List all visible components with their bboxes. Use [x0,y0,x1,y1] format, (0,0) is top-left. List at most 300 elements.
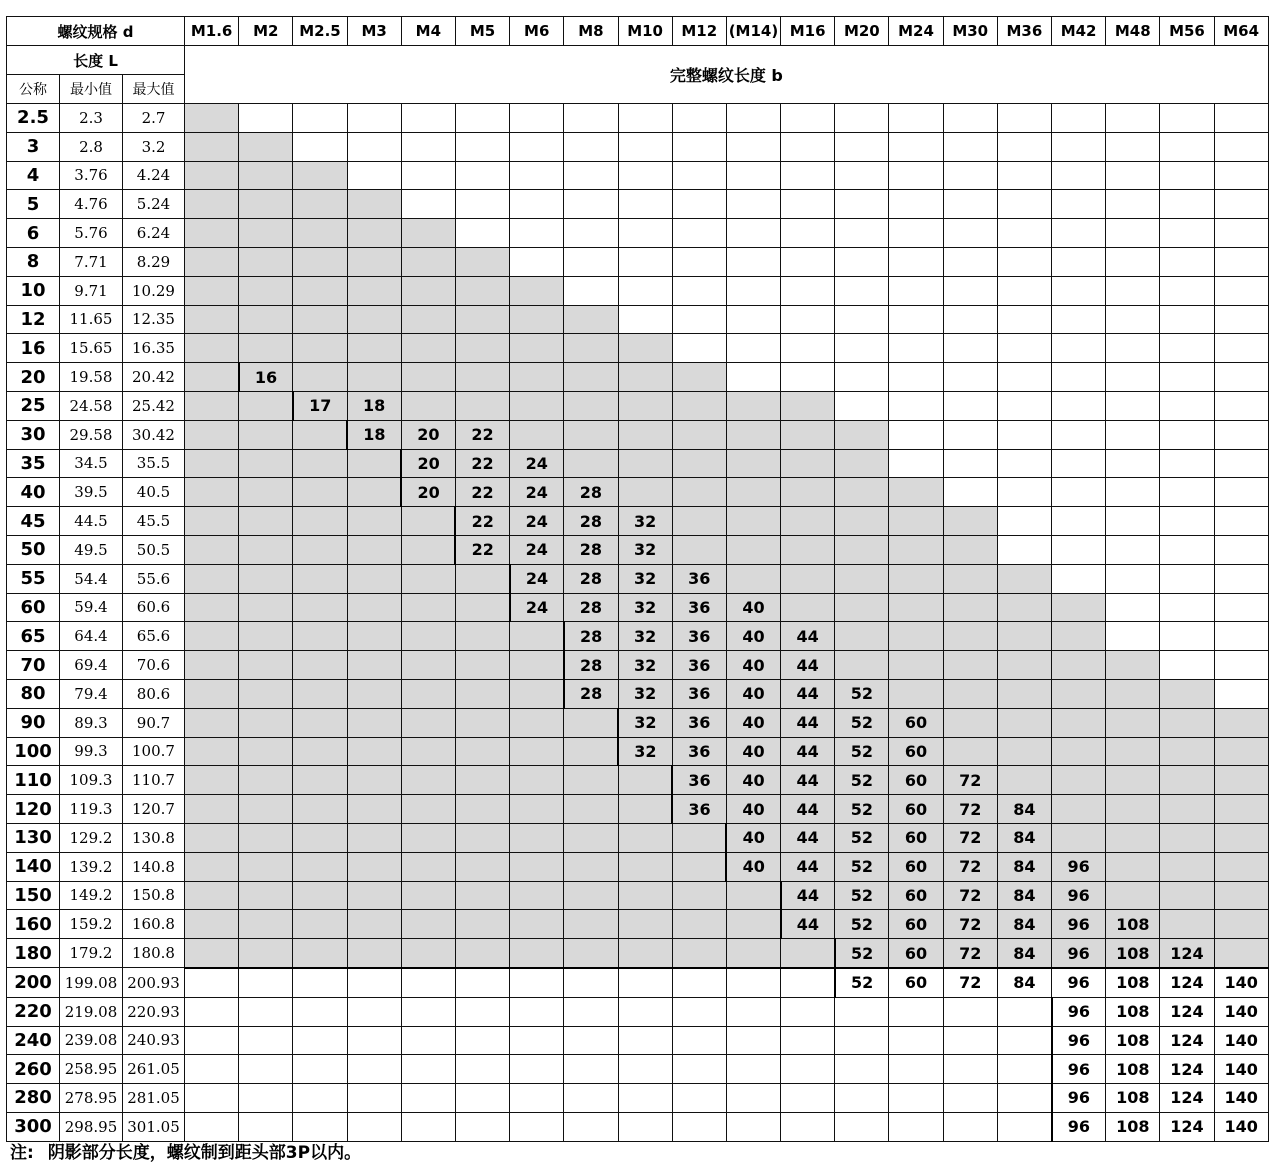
thread-length-cell [347,104,401,133]
length-max: 220.93 [123,997,185,1026]
thread-length-cell [239,997,293,1026]
length-min: 19.58 [60,363,123,392]
length-nominal: 2.5 [7,104,60,133]
thread-length-value: 84 [997,939,1051,968]
size-header: M48 [1106,17,1160,46]
thread-length-cell [185,535,239,564]
thread-length-cell [1106,737,1160,766]
thread-length-cell [455,852,509,881]
thread-length-cell [239,132,293,161]
thread-length-cell [510,737,564,766]
thread-length-cell [239,939,293,968]
length-nominal: 20 [7,363,60,392]
thread-length-cell [781,219,835,248]
thread-length-value: 52 [835,968,889,997]
thread-length-cell [564,420,618,449]
thread-length-value: 124 [1160,939,1214,968]
thread-length-cell [672,161,726,190]
thread-length-cell [1052,276,1106,305]
thread-length-cell [455,161,509,190]
thread-length-cell [510,219,564,248]
thread-length-cell [1106,420,1160,449]
thread-length-value: 20 [401,449,455,478]
thread-length-value: 40 [726,651,780,680]
thread-length-cell [889,593,943,622]
thread-length-cell [618,1055,672,1084]
thread-length-cell [726,507,780,536]
thread-length-cell [1160,161,1214,190]
thread-length-cell [672,104,726,133]
thread-length-cell [455,1026,509,1055]
length-max: 110.7 [123,766,185,795]
thread-length-cell [781,997,835,1026]
thread-length-cell [185,478,239,507]
thread-length-cell [618,881,672,910]
length-min: 49.5 [60,535,123,564]
thread-length-cell [239,593,293,622]
thread-length-cell [1106,852,1160,881]
thread-length-cell [239,881,293,910]
thread-length-cell [726,132,780,161]
thread-length-value: 32 [618,737,672,766]
thread-length-cell [564,766,618,795]
thread-length-cell [455,247,509,276]
thread-length-cell [1160,766,1214,795]
thread-length-cell [889,622,943,651]
thread-length-cell [997,1084,1051,1113]
thread-length-value: 72 [943,881,997,910]
thread-length-value: 60 [889,968,943,997]
thread-length-cell [997,449,1051,478]
table-row [7,104,1269,133]
thread-length-cell [1214,593,1268,622]
thread-length-value: 24 [510,478,564,507]
thread-length-cell [889,651,943,680]
length-min: 219.08 [60,997,123,1026]
thread-length-cell [943,132,997,161]
thread-length-cell [618,766,672,795]
thread-length-cell [401,507,455,536]
thread-length-value: 140 [1214,1055,1268,1084]
table-row [7,132,1269,161]
thread-length-cell [185,622,239,651]
length-nominal: 240 [7,1026,60,1055]
thread-length-cell [1214,161,1268,190]
thread-length-cell [347,823,401,852]
thread-length-cell [293,968,347,997]
thread-length-cell [564,1084,618,1113]
thread-length-value: 52 [835,852,889,881]
thread-length-value: 140 [1214,1026,1268,1055]
thread-length-cell [293,564,347,593]
thread-length-value: 124 [1160,1026,1214,1055]
table-row [7,564,1269,593]
size-header: M20 [835,17,889,46]
thread-length-value: 36 [672,622,726,651]
thread-length-cell [185,161,239,190]
size-header: M1.6 [185,17,239,46]
thread-length-cell [347,852,401,881]
thread-length-cell [726,997,780,1026]
thread-length-cell [347,363,401,392]
thread-length-cell [510,132,564,161]
thread-length-cell [510,104,564,133]
thread-length-value: 20 [401,478,455,507]
length-min: 7.71 [60,247,123,276]
thread-length-cell [781,305,835,334]
thread-length-cell [185,823,239,852]
thread-length-cell [781,247,835,276]
thread-length-cell [401,997,455,1026]
thread-length-cell [889,679,943,708]
thread-length-cell [781,593,835,622]
length-min: 119.3 [60,795,123,824]
thread-length-cell [1160,823,1214,852]
thread-length-cell [835,104,889,133]
thread-length-cell [1214,420,1268,449]
table-row [7,190,1269,219]
thread-length-value: 32 [618,651,672,680]
thread-length-cell [455,276,509,305]
thread-length-cell [1106,190,1160,219]
thread-length-cell [401,679,455,708]
thread-length-cell [672,132,726,161]
thread-length-cell [564,449,618,478]
thread-length-value: 60 [889,939,943,968]
thread-length-cell [835,420,889,449]
thread-length-cell [781,334,835,363]
thread-length-cell [618,449,672,478]
thread-length-cell [239,622,293,651]
thread-length-cell [672,535,726,564]
thread-length-cell [455,708,509,737]
thread-length-cell [401,363,455,392]
thread-length-cell [185,939,239,968]
thread-length-cell [401,737,455,766]
length-nominal: 200 [7,968,60,997]
thread-length-cell [455,910,509,939]
thread-length-cell [726,247,780,276]
length-max: 50.5 [123,535,185,564]
thread-length-cell [672,219,726,248]
thread-length-cell [997,593,1051,622]
table-row [7,1026,1269,1055]
length-nominal: 45 [7,507,60,536]
length-min: 149.2 [60,881,123,910]
length-nominal: 40 [7,478,60,507]
table-row [7,219,1269,248]
thread-length-value: 44 [781,708,835,737]
length-nominal: 280 [7,1084,60,1113]
size-header: M2.5 [293,17,347,46]
thread-length-cell [185,363,239,392]
thread-length-cell [401,881,455,910]
length-nominal: 35 [7,449,60,478]
thread-length-cell [510,190,564,219]
thread-length-value: 28 [564,593,618,622]
thread-length-cell [564,219,618,248]
thread-length-cell [455,651,509,680]
thread-length-cell [510,391,564,420]
thread-length-cell [618,276,672,305]
thread-length-cell [293,132,347,161]
thread-length-cell [1052,334,1106,363]
thread-length-cell [347,968,401,997]
thread-length-cell [1106,334,1160,363]
thread-length-value: 84 [997,852,1051,881]
thread-length-value: 44 [781,881,835,910]
size-header: M30 [943,17,997,46]
thread-length-cell [1214,622,1268,651]
thread-length-cell [239,219,293,248]
thread-length-cell [1160,132,1214,161]
length-max: 120.7 [123,795,185,824]
thread-length-cell [1106,881,1160,910]
thread-length-cell [347,478,401,507]
thread-length-cell [347,449,401,478]
table-row [7,968,1269,997]
thread-length-cell [618,161,672,190]
thread-length-cell [1106,593,1160,622]
thread-length-value: 44 [781,622,835,651]
thread-length-cell [1052,507,1106,536]
thread-length-cell [401,968,455,997]
thread-length-cell [239,478,293,507]
thread-length-value: 124 [1160,1055,1214,1084]
thread-length-value: 108 [1106,1084,1160,1113]
thread-length-cell [997,1026,1051,1055]
thread-length-cell [1106,651,1160,680]
length-max: 3.2 [123,132,185,161]
thread-length-cell [293,1112,347,1141]
thread-length-cell [781,564,835,593]
thread-length-cell [997,478,1051,507]
length-max: 55.6 [123,564,185,593]
thread-length-cell [347,1055,401,1084]
length-nominal: 3 [7,132,60,161]
thread-length-cell [1214,305,1268,334]
thread-length-cell [347,535,401,564]
thread-length-cell [618,910,672,939]
thread-length-value: 44 [781,766,835,795]
thread-length-cell [347,1026,401,1055]
thread-length-value: 36 [672,795,726,824]
length-nominal: 150 [7,881,60,910]
thread-length-value: 44 [781,910,835,939]
table-row [7,1055,1269,1084]
thread-length-cell [185,1055,239,1084]
thread-length-value: 40 [726,766,780,795]
thread-length-cell [726,564,780,593]
thread-length-cell [185,276,239,305]
thread-length-value: 96 [1052,1055,1106,1084]
thread-length-cell [293,881,347,910]
thread-length-value: 96 [1052,997,1106,1026]
thread-length-cell [943,535,997,564]
thread-length-cell [239,679,293,708]
thread-length-value: 124 [1160,1084,1214,1113]
thread-length-cell [239,1112,293,1141]
thread-length-cell [726,449,780,478]
thread-length-value: 40 [726,708,780,737]
thread-length-cell [781,104,835,133]
thread-length-value: 96 [1052,852,1106,881]
thread-length-cell [997,679,1051,708]
size-header: M56 [1160,17,1214,46]
length-nominal: 90 [7,708,60,737]
thread-length-cell [455,334,509,363]
thread-length-cell [185,219,239,248]
thread-length-value: 60 [889,795,943,824]
thread-length-cell [239,1055,293,1084]
length-min: 2.8 [60,132,123,161]
thread-length-value: 140 [1214,997,1268,1026]
thread-length-cell [781,161,835,190]
thread-length-value: 52 [835,708,889,737]
thread-length-cell [1106,766,1160,795]
thread-length-value: 52 [835,910,889,939]
thread-length-cell [239,708,293,737]
thread-length-cell [1160,334,1214,363]
thread-length-value: 96 [1052,939,1106,968]
thread-length-cell [618,823,672,852]
thread-length-cell [943,622,997,651]
thread-length-cell [1160,276,1214,305]
thread-length-cell [455,132,509,161]
length-nominal: 180 [7,939,60,968]
thread-length-cell [1214,651,1268,680]
thread-length-value: 28 [564,535,618,564]
thread-length-cell [781,1112,835,1141]
thread-length-cell [618,795,672,824]
thread-length-cell [564,968,618,997]
thread-length-cell [943,363,997,392]
length-min: 3.76 [60,161,123,190]
thread-length-cell [1106,276,1160,305]
thread-length-cell [943,247,997,276]
thread-length-cell [618,104,672,133]
thread-length-cell [943,305,997,334]
thread-length-cell [781,276,835,305]
length-min: 298.95 [60,1112,123,1141]
thread-length-cell [401,795,455,824]
thread-length-cell [781,420,835,449]
thread-length-cell [564,276,618,305]
thread-length-cell [1106,679,1160,708]
thread-length-cell [835,478,889,507]
thread-length-value: 44 [781,737,835,766]
thread-length-cell [943,190,997,219]
thread-length-cell [455,939,509,968]
thread-length-cell [1214,535,1268,564]
thread-length-cell [401,305,455,334]
thread-length-cell [185,651,239,680]
thread-length-cell [1214,363,1268,392]
thread-length-value: 22 [455,507,509,536]
thread-length-cell [618,968,672,997]
thread-length-value: 96 [1052,1084,1106,1113]
length-min: 129.2 [60,823,123,852]
thread-length-value: 32 [618,564,672,593]
thread-length-cell [1214,334,1268,363]
thread-length-cell [618,305,672,334]
length-max: 100.7 [123,737,185,766]
thread-length-cell [1160,651,1214,680]
length-min: 44.5 [60,507,123,536]
thread-length-cell [455,219,509,248]
thread-length-cell [943,161,997,190]
thread-length-cell [347,737,401,766]
thread-length-cell [401,766,455,795]
size-header: M3 [347,17,401,46]
thread-length-cell [835,449,889,478]
thread-length-cell [1160,564,1214,593]
thread-length-cell [239,247,293,276]
thread-length-cell [564,1055,618,1084]
table-row [7,247,1269,276]
thread-length-cell [1160,679,1214,708]
thread-length-cell [347,161,401,190]
thread-length-cell [239,910,293,939]
thread-length-cell [618,219,672,248]
thread-length-value: 24 [510,449,564,478]
thread-length-cell [618,997,672,1026]
thread-length-cell [347,881,401,910]
length-nominal: 5 [7,190,60,219]
thread-length-cell [835,507,889,536]
thread-length-cell [726,161,780,190]
thread-length-cell [293,766,347,795]
thread-length-value: 40 [726,622,780,651]
thread-length-value: 44 [781,823,835,852]
thread-length-cell [401,276,455,305]
thread-length-cell [889,449,943,478]
length-nominal: 6 [7,219,60,248]
thread-length-cell [510,795,564,824]
thread-length-cell [401,823,455,852]
thread-length-value: 40 [726,737,780,766]
thread-length-cell [1052,420,1106,449]
table-row [7,507,1269,536]
length-max: 20.42 [123,363,185,392]
thread-length-cell [726,104,780,133]
thread-length-cell [1052,795,1106,824]
thread-length-value: 52 [835,679,889,708]
thread-length-cell [185,795,239,824]
thread-length-cell [510,363,564,392]
thread-length-cell [510,997,564,1026]
thread-length-cell [239,190,293,219]
thread-length-cell [564,795,618,824]
thread-length-value: 36 [672,564,726,593]
thread-length-cell [293,622,347,651]
thread-length-value: 60 [889,766,943,795]
thread-length-cell [1106,795,1160,824]
thread-length-cell [889,1055,943,1084]
thread-length-cell [997,766,1051,795]
length-min: 29.58 [60,420,123,449]
thread-length-cell [347,132,401,161]
thread-length-cell [1106,622,1160,651]
thread-length-cell [997,564,1051,593]
thread-length-cell [401,564,455,593]
table-row [7,679,1269,708]
length-max: 200.93 [123,968,185,997]
thread-length-value: 84 [997,881,1051,910]
thread-length-cell [401,1112,455,1141]
thread-length-cell [293,449,347,478]
thread-length-cell [1214,881,1268,910]
